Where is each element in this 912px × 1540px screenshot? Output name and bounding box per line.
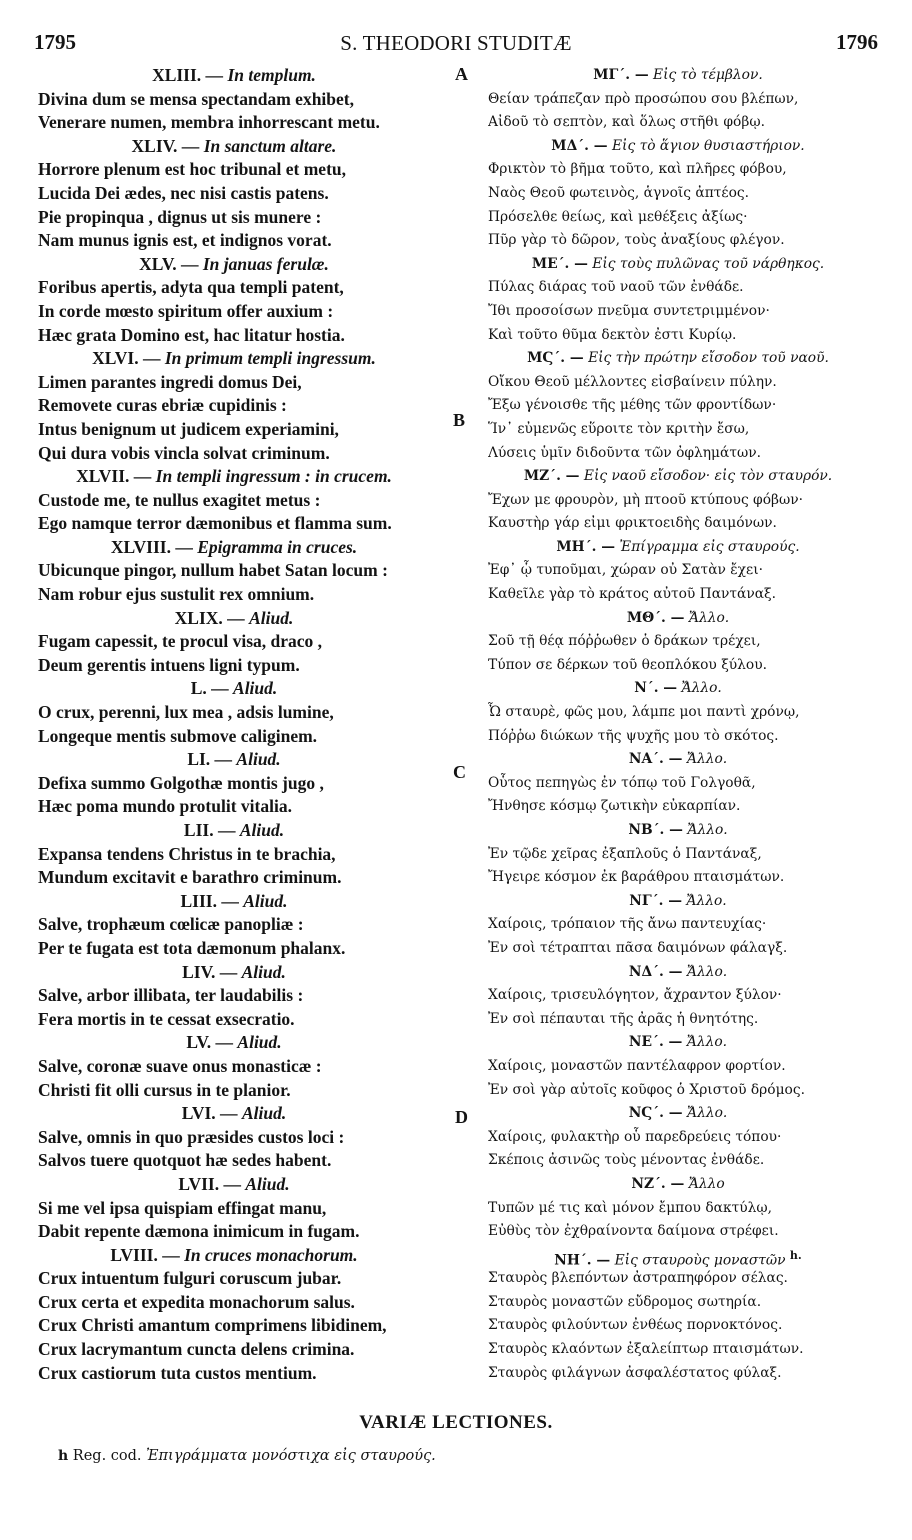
- latin-verse: Salve, coronæ suave onus monasticæ :: [38, 1055, 322, 1076]
- latin-heading-number: LII. —: [183, 820, 236, 840]
- latin-verse: Removete curas ebriæ cupidinis :: [38, 395, 287, 416]
- greek-heading-title: Ἄλλο.: [686, 751, 728, 768]
- greek-verse: Τυπῶν μέ τις καὶ μόνον ἔμπου δακτύλῳ,: [488, 1199, 772, 1216]
- latin-verse: Crux intuentum fulguri coruscum jubar.: [38, 1268, 342, 1289]
- latin-heading: [38, 253, 430, 277]
- latin-heading-title: In januas ferulæ.: [202, 253, 329, 274]
- greek-heading: [488, 64, 868, 88]
- greek-heading: [488, 1173, 868, 1197]
- latin-heading: [38, 607, 430, 631]
- greek-heading-number: ΜΕ΄. —: [531, 255, 588, 272]
- latin-verse: Fugam capessit, te procul visa, draco ,: [38, 631, 323, 652]
- greek-heading-number: ΝΓ΄. —: [629, 892, 682, 909]
- latin-heading-number: LVIII. —: [110, 1244, 180, 1265]
- latin-verse: Fera mortis in te cessat exsecratio.: [38, 1008, 295, 1029]
- latin-heading-number: XLIV. —: [131, 135, 200, 156]
- latin-verse: Lucida Dei ædes, nec nisi castis patens.: [38, 182, 329, 203]
- latin-verse: Defixa summo Golgothæ montis jugo ,: [38, 772, 324, 793]
- greek-verse: Οὗτος πεπηγὼς ἐν τόπῳ τοῦ Γολγοθᾶ,: [488, 774, 756, 791]
- greek-verse: Οἴκου Θεοῦ μέλλοντες εἰσβαίνειν πύλην.: [488, 373, 777, 390]
- greek-heading: [488, 135, 868, 159]
- page-number-left: 1795: [34, 30, 76, 54]
- greek-verse: Σταυρὸς μοναστῶν εὔδρομος σωτηρία.: [488, 1293, 762, 1310]
- greek-verse: Φρικτὸν τὸ βῆμα τοῦτο, καὶ πλῆρες φόβου,: [488, 161, 787, 178]
- greek-heading-title: Εἰς τὴν πρώτην εἴσοδον τοῦ ναοῦ.: [588, 350, 829, 367]
- latin-heading-number: XLVIII. —: [110, 536, 193, 557]
- latin-heading-title: In templum.: [227, 65, 316, 85]
- latin-verse: Divina dum se mensa spectandam exhibet,: [38, 88, 354, 109]
- latin-verse: Venerare numen, membra inhorrescant metu.: [38, 112, 380, 133]
- greek-heading-title: Εἰς τοὺς πυλῶνας τοῦ νάρθηκος.: [592, 255, 825, 272]
- latin-heading-number: LIII. —: [180, 890, 239, 911]
- latin-heading-title: Aliud.: [239, 820, 285, 840]
- greek-verse: Ἤνθησε κόσμῳ ζωτικὴν εὐκαρπίαν.: [488, 798, 741, 815]
- latin-heading-number: LV. —: [186, 1032, 234, 1053]
- greek-verse: Πόῤῥω διώκων τῆς ψυχῆς μου τὸ σκότος.: [488, 727, 779, 744]
- margin-letter-d: D: [455, 1107, 468, 1127]
- greek-verse: Ἴθι προσοίσων πνεῦμα συντετριμμένον·: [488, 302, 770, 319]
- latin-verse: Custode me, te nullus exagitet metus :: [38, 489, 321, 510]
- greek-verse: Χαίροις, τρόπαιον τῆς ἄνω παντευχίας·: [488, 916, 767, 933]
- greek-heading: [488, 347, 868, 371]
- latin-heading: [38, 64, 430, 88]
- footnote-prefix: Reg. cod.: [72, 1448, 142, 1464]
- page-number-right: 1796: [836, 30, 878, 54]
- greek-heading: [488, 890, 868, 914]
- greek-heading-number: ΝΖ΄. —: [631, 1175, 685, 1192]
- greek-verse: Θείαν τράπεζαν πρὸ προσώπου σου βλέπων,: [488, 90, 799, 107]
- latin-heading-number: XLVI. —: [92, 348, 161, 369]
- latin-verse: Intus benignum ut judicem experiamini,: [38, 418, 339, 439]
- greek-verse: Καὶ τοῦτο θῦμα δεκτὸν ἐστι Κυρίῳ.: [488, 326, 737, 343]
- latin-verse: In corde mœsto spiritum offer auxium :: [38, 300, 334, 321]
- latin-heading: [38, 465, 430, 489]
- greek-verse: Σοῦ τῇ θέᾳ πόῤῥωθεν ὁ δράκων τρέχει,: [488, 633, 761, 650]
- footnote-greek: Ἐπιγράμματα μονόστιχα εἰς σταυρούς.: [146, 1448, 436, 1464]
- greek-heading-number: ΜϚ΄. —: [527, 350, 584, 367]
- margin-letter-b: B: [453, 410, 466, 430]
- greek-verse: Σκέποις ἀσινῶς τοὺς μένοντας ἐνθάδε.: [488, 1152, 765, 1169]
- latin-verse: Ego namque terror dæmonibus et flamma sum.: [38, 513, 392, 534]
- latin-heading-title: In cruces monachorum.: [184, 1244, 358, 1265]
- greek-verse: Σταυρὸς φιλάγνων ἀσφαλέστατος φύλαξ.: [488, 1364, 782, 1381]
- margin-letter-a: A: [455, 64, 468, 84]
- latin-heading: [38, 890, 430, 914]
- greek-heading-number: ΜΓ΄. —: [593, 67, 649, 83]
- greek-heading-number: ΜΘ΄. —: [626, 609, 685, 626]
- greek-heading: [488, 748, 868, 772]
- footnote-mark: h: [58, 1448, 69, 1464]
- greek-heading-title: Ἐπίγραμμα εἰς σταυρούς.: [619, 538, 800, 555]
- running-title: S. THEODORI STUDITÆ: [340, 31, 572, 55]
- greek-heading-number: ΜΔ΄. —: [551, 137, 608, 154]
- greek-verse: Τύπον σε δέρκων τοῦ θεοπλόκου ξύλου.: [488, 656, 768, 673]
- latin-heading-number: LVII. —: [178, 1173, 241, 1194]
- latin-heading-title: In templi ingressum : in crucem.: [155, 466, 392, 487]
- greek-heading: [488, 253, 868, 277]
- greek-heading-number: ΝϚ΄. —: [628, 1105, 683, 1122]
- greek-heading-number: ΜΖ΄. —: [523, 468, 580, 485]
- latin-heading-title: In primum templi ingressum.: [164, 348, 376, 369]
- latin-verse: Nam munus ignis est, et indignos vorat.: [38, 230, 332, 251]
- latin-verse: Crux castiorum tuta custos mentium.: [38, 1362, 317, 1383]
- greek-verse: Σταυρὸς φιλούντων ἐνθέως πορνοκτόνος.: [488, 1317, 783, 1334]
- greek-verse: Ἵν᾽ εὐμενῶς εὕροιτε τὸν κριτὴν ἔσω,: [488, 420, 750, 437]
- greek-heading-number: ΝΒ΄. —: [628, 822, 683, 838]
- latin-verse: Hæc grata Domino est, hac litatur hostia.: [38, 324, 345, 345]
- latin-heading-title: Aliud.: [237, 1032, 282, 1053]
- latin-heading-title: Aliud.: [241, 961, 286, 982]
- latin-heading-number: L. —: [190, 678, 229, 699]
- greek-verse: Καθεῖλε γὰρ τὸ κράτος αὐτοῦ Παντάναξ.: [488, 586, 777, 603]
- latin-column: [38, 64, 430, 1385]
- latin-heading: [38, 1173, 430, 1197]
- latin-heading-number: LIV. —: [182, 961, 238, 982]
- latin-verse: Horrore plenum est hoc tribunal et metu,: [38, 159, 347, 180]
- latin-heading-title: Aliud.: [249, 607, 294, 628]
- greek-verse: Αἰδοῦ τὸ σεπτὸν, καὶ ὅλως στῆθι φόβῳ.: [488, 114, 765, 131]
- latin-verse: Nam robur ejus sustulit rex omnium.: [38, 584, 315, 605]
- latin-heading-number: XLIII. —: [152, 65, 224, 85]
- greek-heading-title: Ἄλλο.: [681, 680, 722, 697]
- greek-heading-title: Ἄλλο.: [688, 609, 730, 626]
- latin-heading: [38, 677, 430, 701]
- greek-verse: Πύλας διάρας τοῦ ναοῦ τῶν ἐνθάδε.: [488, 279, 744, 296]
- latin-verse: Crux Christi amantum comprimens libidinem,: [38, 1315, 387, 1336]
- latin-heading: [38, 135, 430, 159]
- greek-heading-title: Ἄλλο.: [686, 1034, 728, 1051]
- latin-verse: Deum gerentis intuens ligni typum.: [38, 654, 300, 675]
- greek-heading-number: Ν΄. —: [634, 680, 678, 697]
- latin-verse: Hæc poma mundo protulit vitalia.: [38, 796, 292, 817]
- greek-verse: Ἐν σοὶ γὰρ αὐτοῖς κοῦφος ὁ Χριστοῦ δρόμος.: [488, 1081, 805, 1098]
- latin-verse: Christi fit olli cursus in te planior.: [38, 1079, 291, 1100]
- latin-heading: [38, 1244, 430, 1268]
- latin-heading-title: Aliud.: [243, 890, 288, 911]
- greek-verse: Ἐφ᾽ ᾧ τυποῦμαι, χώραν οὐ Σατὰν ἔχει·: [488, 562, 763, 579]
- latin-heading: [38, 1102, 430, 1126]
- latin-heading-title: Aliud.: [236, 749, 281, 770]
- latin-verse: Pie propinqua , dignus ut sis munere :: [38, 206, 322, 227]
- latin-heading-title: Aliud.: [245, 1173, 290, 1194]
- greek-heading: [488, 536, 868, 560]
- greek-heading-title: Ἄλλο: [688, 1175, 725, 1192]
- latin-verse: Longeque mentis submove caliginem.: [38, 725, 318, 746]
- greek-column: [488, 64, 868, 1385]
- greek-heading: [488, 607, 868, 631]
- latin-heading-number: LI. —: [187, 749, 233, 770]
- greek-heading-title: Ἄλλο.: [686, 892, 727, 909]
- greek-heading: [488, 1244, 868, 1268]
- latin-heading: [38, 536, 430, 560]
- greek-heading-title: Ἄλλο.: [687, 822, 728, 838]
- latin-heading: [38, 819, 430, 843]
- latin-heading-number: XLVII. —: [76, 466, 152, 487]
- latin-heading-number: LVI. —: [181, 1103, 238, 1124]
- latin-heading-number: XLV. —: [139, 253, 199, 274]
- latin-verse: Salve, trophæum cœlicæ panopliæ :: [38, 914, 304, 935]
- greek-heading: [488, 961, 868, 985]
- greek-heading-title: Ἄλλο.: [686, 1105, 728, 1122]
- latin-heading-title: Epigramma in cruces.: [197, 536, 358, 557]
- greek-heading-title: Εἰς σταυροὺς μοναστῶν: [614, 1252, 786, 1268]
- greek-heading-number: ΝΕ΄. —: [628, 1034, 683, 1051]
- greek-verse: Χαίροις, μοναστῶν παντέλαφρον φορτίον.: [488, 1057, 786, 1074]
- latin-verse: Expansa tendens Christus in te brachia,: [38, 843, 336, 864]
- greek-heading: [488, 1031, 868, 1055]
- latin-verse: Salvos tuere quotquot hæ sedes habent.: [38, 1150, 332, 1171]
- latin-verse: Dabit repente dæmona inimicum in fugam.: [38, 1221, 360, 1242]
- greek-heading-title: Ἄλλο.: [686, 963, 728, 980]
- greek-heading-title: Εἰς τὸ τέμβλον.: [653, 67, 763, 83]
- latin-heading-title: Aliud.: [233, 678, 278, 699]
- footnote: [58, 1448, 436, 1464]
- greek-verse: Σταυρὸς βλεπόντων ἀστραπηφόρον σέλας.: [488, 1270, 788, 1287]
- greek-heading: [488, 465, 868, 489]
- greek-heading-number: ΜΗ΄. —: [556, 538, 616, 555]
- margin-letter-c: C: [453, 762, 466, 782]
- greek-heading-title: Εἰς ναοῦ εἴσοδον· εἰς τὸν σταυρόν.: [583, 468, 833, 485]
- latin-verse: Crux certa et expedita monachorum salus.: [38, 1291, 355, 1312]
- latin-heading: [38, 347, 430, 371]
- latin-verse: Qui dura vobis vincla solvat criminum.: [38, 442, 330, 463]
- greek-verse: Καυστὴρ γάρ εἰμι φρικτοειδὴς δαιμόνων.: [488, 515, 777, 532]
- greek-verse: Ναὸς Θεοῦ φωτεινὸς, ἁγνοῖς ἀπτέος.: [488, 184, 750, 201]
- greek-verse: Ἐν σοὶ τέτραπται πᾶσα δαιμόνων φάλαγξ.: [488, 939, 788, 956]
- latin-verse: Salve, arbor illibata, ter laudabilis :: [38, 985, 304, 1006]
- latin-heading-title: Aliud.: [241, 1103, 287, 1124]
- greek-verse: Ἔχων με φρουρὸν, μὴ πτοοῦ κτύπους φόβων·: [488, 491, 804, 508]
- latin-verse: O crux, perenni, lux mea , adsis lumine,: [38, 702, 334, 723]
- latin-heading-number: XLIX. —: [174, 607, 245, 628]
- greek-verse: Ἔξω γένοισθε τῆς μέθης τῶν φροντίδων·: [488, 397, 777, 414]
- greek-heading-number: ΝΗ΄. —: [554, 1252, 611, 1268]
- latin-verse: Salve, omnis in quo præsides custos loci :: [38, 1126, 345, 1147]
- greek-heading: [488, 1102, 868, 1126]
- latin-heading: [38, 1031, 430, 1055]
- latin-heading-title: In sanctum altare.: [203, 135, 337, 156]
- footnote-reference: h.: [789, 1248, 802, 1262]
- greek-verse: Λύσεις ὑμῖν διδοῦντα τῶν ὀφλημάτων.: [488, 444, 761, 461]
- greek-heading: [488, 677, 868, 701]
- latin-heading: [38, 748, 430, 772]
- latin-verse: Foribus apertis, adyta qua templi patent,: [38, 277, 344, 298]
- latin-heading: [38, 961, 430, 985]
- latin-verse: Ubicunque pingor, nullum habet Satan locum :: [38, 560, 388, 581]
- greek-verse: Σταυρὸς κλαόντων ἐξαλείπτωρ πταισμάτων.: [488, 1341, 804, 1358]
- greek-verse: Ἐν τῷδε χεῖρας ἐξαπλοῦς ὁ Παντάναξ,: [488, 845, 762, 862]
- greek-verse: Ἐν σοὶ πέπαυται τῆς ἀρᾶς ἡ θνητότης.: [488, 1010, 759, 1027]
- greek-heading-number: ΝΑ΄. —: [628, 751, 683, 768]
- latin-verse: Si me vel ipsa quispiam effingat manu,: [38, 1197, 327, 1218]
- variae-lectiones-heading: VARIÆ LECTIONES.: [359, 1412, 553, 1433]
- greek-heading: [488, 819, 868, 843]
- greek-verse: Ὦ σταυρὲ, φῶς μου, λάμπε μοι παντὶ χρόνῳ,: [488, 704, 800, 721]
- greek-verse: Εὐθὺς τὸν ἐχθραίνοντα δαίμονα στρέφει.: [488, 1223, 779, 1240]
- greek-heading-title: Εἰς τὸ ἅγιον θυσιαστήριον.: [611, 137, 805, 154]
- greek-verse: Πῦρ γὰρ τὸ δῶρον, τοὺς ἀναξίους φλέγον.: [488, 232, 785, 249]
- greek-verse: Ἤγειρε κόσμον ἐκ βαράθρου πταισμάτων.: [488, 869, 785, 886]
- latin-verse: Limen parantes ingredi domus Dei,: [38, 371, 302, 392]
- latin-verse: Per te fugata est tota dæmonum phalanx.: [38, 937, 346, 958]
- latin-verse: Mundum excitavit e barathro criminum.: [38, 867, 342, 888]
- greek-verse: Χαίροις, τρισευλόγητον, ἄχραντον ξύλον·: [488, 987, 782, 1004]
- greek-verse: Πρόσελθε θείως, καὶ μεθέξεις ἀξίως·: [488, 208, 748, 225]
- greek-heading-number: ΝΔ΄. —: [628, 963, 683, 980]
- latin-verse: Crux lacrymantum cuncta delens crimina.: [38, 1339, 355, 1360]
- greek-verse: Χαίροις, φυλακτὴρ οὗ παρεδρεύεις τόπου·: [488, 1128, 782, 1145]
- page-header: [28, 30, 884, 64]
